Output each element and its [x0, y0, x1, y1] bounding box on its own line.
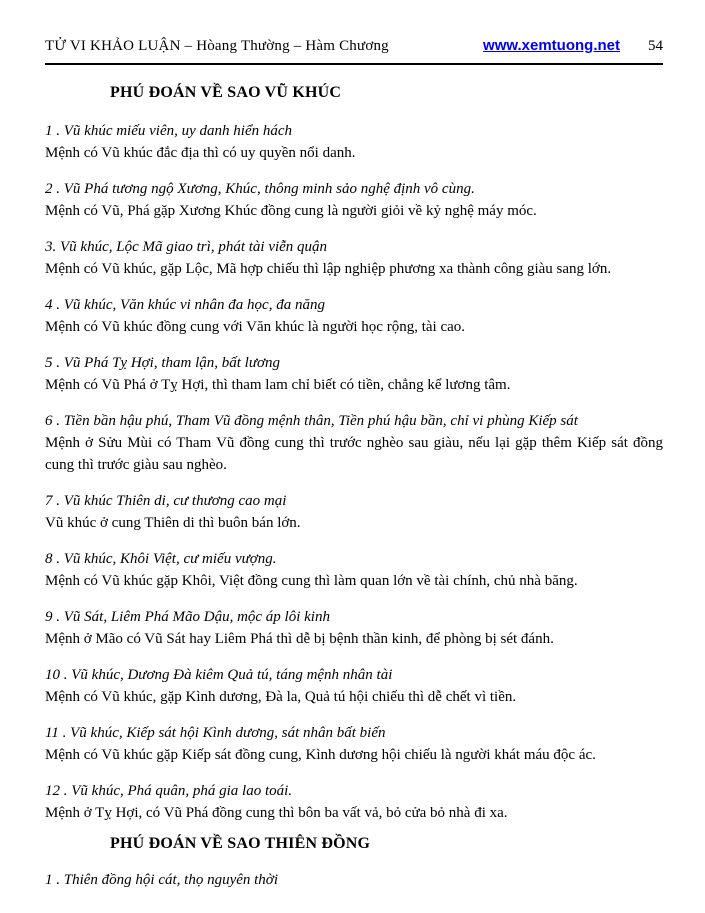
verse-line: 1 . Vũ khúc miếu viên, uy danh hiển hách	[45, 123, 293, 139]
phu-item-1-thien-dong	[45, 869, 663, 891]
section-vu-khuc	[45, 82, 663, 824]
phu-item-10	[45, 664, 663, 708]
meaning-line: Mệnh có Vũ, Phá gặp Xương Khúc đồng cung là người giỏi về kỷ nghệ máy móc.	[45, 203, 537, 219]
meaning-line: Mệnh có Vũ khúc gặp Khôi, Việt đồng cung thì làm quan lớn về tài chính, chủ nhà băng.	[45, 573, 578, 589]
page-header	[45, 36, 663, 56]
page-number: 54	[648, 38, 663, 54]
phu-item-9	[45, 606, 663, 650]
meaning-line: Mệnh ở Tỵ Hợi, có Vũ Phá đồng cung thì bôn ba vất vả, bỏ cửa bỏ nhà đi xa.	[45, 805, 508, 821]
phu-item-3	[45, 236, 663, 280]
verse-line: 10 . Vũ khúc, Dương Đà kiêm Quả tú, táng mệnh nhân tài	[45, 667, 393, 683]
verse-line: 7 . Vũ khúc Thiên di, cư thương cao mại	[45, 493, 287, 509]
meaning-line: Mệnh có Vũ khúc đắc địa thì có uy quyền nổi danh.	[45, 145, 356, 161]
verse-line: 3. Vũ khúc, Lộc Mã giao trì, phát tài viễn quận	[45, 239, 328, 255]
meaning-line: Mệnh có Vũ Phá ở Tỵ Hợi, thì tham lam chỉ biết có tiền, chẳng kể lương tâm.	[45, 377, 511, 393]
phu-item-7	[45, 490, 663, 534]
phu-item-4	[45, 294, 663, 338]
phu-item-1	[45, 120, 663, 164]
verse-line: 9 . Vũ Sát, Liêm Phá Mão Dậu, mộc áp lôi kinh	[45, 609, 330, 625]
meaning-line: Mệnh ở Sửu Mùi có Tham Vũ đồng cung thì trước nghèo sau giàu, nếu lại gặp thêm Kiếp sát đồng cung thì trước giàu sau nghèo.	[45, 435, 663, 473]
header-website-link[interactable]: www.xemtuong.net	[483, 37, 620, 54]
verse-line: 4 . Vũ khúc, Văn khúc vi nhân đa học, đa năng	[45, 297, 325, 313]
meaning-line: Mệnh có Vũ khúc gặp Kiếp sát đồng cung, Kình dương hội chiếu là người khát máu độc ác.	[45, 747, 596, 763]
verse-line: 8 . Vũ khúc, Khôi Việt, cư miếu vượng.	[45, 551, 277, 567]
header-title: TỬ VI KHẢO LUẬN – Hòang Thường – Hàm Chương	[45, 38, 389, 54]
verse-line: 5 . Vũ Phá Tỵ Hợi, tham lận, bất lương	[45, 355, 281, 371]
phu-item-6	[45, 410, 663, 476]
verse-line: 1 . Thiên đồng hội cát, thọ nguyên thời	[45, 872, 278, 888]
verse-line: 11 . Vũ khúc, Kiếp sát hội Kình dương, sát nhân bất biến	[45, 725, 386, 741]
phu-item-11	[45, 722, 663, 766]
meaning-line: Mệnh có Vũ khúc, gặp Kình dương, Đà la, Quả tú hội chiếu thì dễ chết vì tiền.	[45, 689, 517, 705]
meaning-line: Mệnh ở Mão có Vũ Sát hay Liêm Phá thì dễ bị bệnh thần kinh, để phòng bị sét đánh.	[45, 631, 554, 647]
phu-item-2	[45, 178, 663, 222]
meaning-line: Mệnh có Vũ khúc, gặp Lộc, Mã hợp chiếu thì lập nghiệp phương xa thành công giàu sang lớn.	[45, 261, 612, 277]
section-heading-vu-khuc: PHÚ ĐOÁN VỀ SAO VŨ KHÚC	[110, 84, 342, 101]
phu-item-12	[45, 780, 663, 824]
section-heading-thien-dong: PHÚ ĐOÁN VỀ SAO THIÊN ĐỒNG	[110, 835, 371, 852]
verse-line: 12 . Vũ khúc, Phá quân, phá gia lao toái.	[45, 783, 293, 799]
phu-item-5	[45, 352, 663, 396]
section-thien-dong	[45, 833, 663, 891]
phu-item-8	[45, 548, 663, 592]
verse-line: 6 . Tiền bần hậu phú, Tham Vũ đồng mệnh thân, Tiền phú hậu bần, chỉ vi phùng Kiếp sát	[45, 413, 578, 429]
verse-line: 2 . Vũ Phá tương ngộ Xương, Khúc, thông minh sảo nghệ định vô cùng.	[45, 181, 475, 197]
header-divider	[45, 63, 663, 65]
meaning-line: Mệnh có Vũ khúc đồng cung với Văn khúc là người học rộng, tài cao.	[45, 319, 466, 335]
meaning-line: Vũ khúc ở cung Thiên di thì buôn bán lớn.	[45, 515, 301, 531]
